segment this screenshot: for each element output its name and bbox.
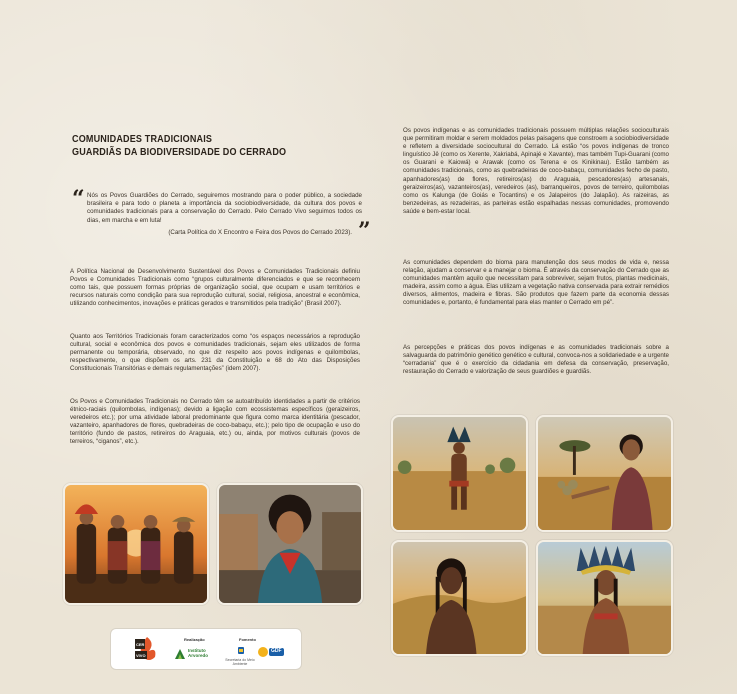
right-paragraph-1: Os povos indígenas e as comunidades tradicionais possuem múltiplas relações socioculturais que permitiram moldar e serem moldados pelas paisagens que constroem a sociobiodiversidade e refletem a diversidade sociocultural do Cerrado. Lá estão “os povos indígenas de tronco linguístico Jê (como os Xerente, Xakriabá, Apinajé e Xavante), mas também Tupi-Guarani (como os Guarani e Kaiowá) e Arawak (como os Terena e os Kinikinau). Estão também as comunidades tradicionais, como as quebradeiras de coco-babaçu, comunidades fecho de pasto, apanhadores(as) de flores, retireiros(as) do Araguaia, pescadores(as) artesanais, geraizeiros(as), vazanteiros(as), veredeiros (as), barranqueiros, povos de terreiro, quilombolas como os Kalunga (de Goiás e Tocantins) e os Jalapeiros (do Jalapão). As raizeiras, as benzedeiras, as rezadeiras, as parteiras estão espalhadas nessas comunidades, promovendo saúde e bem-estar local. bbox=[403, 127, 669, 215]
section-title bbox=[72, 133, 321, 159]
photo-woman-with-headdress bbox=[536, 540, 673, 656]
cerrado-vivo-logo bbox=[133, 635, 159, 665]
arvoredo-leaf-icon bbox=[173, 647, 187, 661]
instituto-arvoredo-label: Instituto Arvoredo bbox=[188, 648, 209, 658]
sponsor-bar bbox=[110, 628, 302, 670]
photo-woman-with-braids bbox=[391, 540, 528, 656]
close-quote-icon: ” bbox=[358, 218, 371, 244]
pull-quote bbox=[72, 186, 371, 244]
title-line-2: GUARDIÃS DA BIODIVERSIDADE DO CERRADO bbox=[72, 146, 287, 158]
fomento-caption: Fomento bbox=[239, 637, 256, 642]
gdf-label: GDF bbox=[271, 648, 282, 654]
left-paragraph-1: A Política Nacional de Desenvolvimento Sustentável dos Povos e Comunidades Tradicionais definiu Povos e Comunidades Tradicionais como “grupos culturalmente diferenciados e que se reconhecem como tais, que possuem formas próprias de organização social, que ocupam e usam territórios e recursos naturais como condição para sua reprodução cultural, social, religiosa, ancestral e econômica, utilizando conhecimentos, inovações e práticas gerados e transmitidos pela tradição” (Brasil 2007). bbox=[70, 268, 360, 308]
right-paragraph-3: As percepções e práticas dos povos indígenas e as comunidades tradicionais sobre a salvaguarda do patrimônio genético genético e cultural, convoca-nos a solidariedade e a urgente “cerradania” que é o exercício da cidadania em defesa da conservação, preservação, restauração do Cerrado e valorização de seus guardiões e guardiãs. bbox=[403, 344, 669, 376]
photo-young-man bbox=[217, 483, 363, 605]
photo-community-group bbox=[63, 483, 209, 605]
quote-source: (Carta Política do X Encontro e Feira dos Povos do Cerrado 2023). bbox=[168, 228, 352, 236]
quote-text: Nós os Povos Guardiões do Cerrado, seguiremos mostrando para o poder público, a sociedade brasileira e para todo o planeta a importância da sociobiodiversidade, da cultura dos povos e comunidades tradicionais para a conservação do Cerrado. Pelo Cerrado Vivo seguimos todos os dias, em marcha e em luta! bbox=[87, 192, 362, 224]
photo-woman-with-plant bbox=[536, 415, 673, 532]
left-paragraph-3: Os Povos e Comunidades Tradicionais no Cerrado têm se autoatribuído identidades a partir de critérios étnico-raciais (quilombolas, indígenas); devido a ligação com ecossistemas específicos (geraizeiros, veredeiros etc.); por uma atividade laboral predominante que figura como marca identitária (pescador, vazanteiro, apanhadores de flores, quebradeiras de coco-babaçu, etc.); pelo tipo de ocupação e uso do território (fundo de pastos, retireiros do Araguaia, etc.) ou, ainda, por motivos culturais (povos de terreiros, “ciganos”, etc.). bbox=[70, 398, 360, 446]
realizacao-caption: Realização bbox=[184, 637, 205, 642]
right-paragraph-2: As comunidades dependem do bioma para manutenção dos seus modos de vida e, nessa relação, ajudam a conservar e a manejar o bioma. É através da conservação do Cerrado que as comunidades mantêm aquilo que necessitam para sobreviver, sejam frutos, plantas medicinais, madeira, assim como a água. Elas utilizam a vegetação nativa conservada para extrair remédios diversos, alimentos, madeira e fibras. São produtos que fazem parte da economia dessas comunidades e, portanto, é fundamental para elas manter o Cerrado em pé”. bbox=[403, 259, 669, 307]
open-quote-icon: “ bbox=[72, 186, 85, 212]
svg-text:VIVO: VIVO bbox=[136, 653, 146, 658]
gdf-logo bbox=[257, 645, 285, 659]
secretaria-label: Secretaria do Meio Ambiente bbox=[225, 658, 255, 666]
svg-text:CER: CER bbox=[136, 642, 145, 647]
secretaria-crest-icon bbox=[232, 645, 250, 657]
left-paragraph-2: Quanto aos Territórios Tradicionais foram caracterizados como “os espaços necessários a reprodução cultural, social e econômica dos povos e comunidades tradicionais, sejam eles utilizados de forma permanente ou temporária, observado, no que diz respeito aos povos indígenas e quilombolas, respectivamente, o que dispõem os arts. 231 da Constituição e 68 do Ato das Disposições Constitucionais Transitórias e demais regulamentações” (idem 2007). bbox=[70, 333, 360, 373]
title-line-1: COMUNIDADES TRADICIONAIS bbox=[72, 133, 213, 145]
photo-indigenous-man bbox=[391, 415, 528, 532]
